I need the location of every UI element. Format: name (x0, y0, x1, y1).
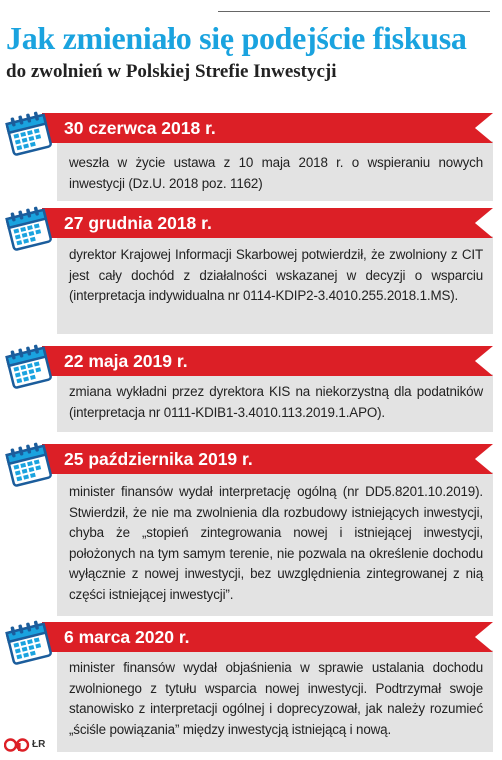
entry-date: 22 maja 2019 r. (64, 351, 188, 371)
entry-date: 6 marca 2020 r. (64, 627, 190, 647)
timeline-entry (0, 622, 502, 752)
entry-date: 30 czerwca 2018 r. (64, 118, 216, 138)
calendar-icon (2, 109, 56, 157)
entry-text: zmiana wykładni przez dyrektora KIS na niekorzystną dla podatników (interpretacja nr 0111-KDIB1-3.4010.113.2019.1.APO). (69, 384, 483, 420)
calendar-icon (2, 342, 56, 390)
entry-text: weszła w życie ustawa z 10 maja 2018 r. o wspieraniu nowych inwestycji (Dz.U. 2018 poz. 1162) (69, 155, 483, 191)
calendar-icon (2, 440, 56, 488)
page-subtitle: do zwolnień w Polskiej Strefie Inwestycji (6, 61, 337, 82)
top-rule (218, 11, 490, 12)
entry-text: minister finansów wydał interpretację ogólną (nr DD5.8201.10.2019). Stwierdził, że nie ma zwolnienia dla rozbudowy istniejących inwestycji, chyba że „stopień zintegrowania nowej i istniejącej inwestycji, położonych na tym samym terenie, nie pozwala na określenie dochodu wyłącznie z nowej inwestycji, bez uwzględnienia zintegrowanej z nią części istniejącej inwestycji”. (69, 484, 483, 602)
timeline-entry (0, 346, 502, 432)
author-initials: ŁR (32, 739, 46, 750)
timeline-entry (0, 208, 502, 334)
calendar-icon (2, 618, 56, 666)
calendar-icon (2, 204, 56, 252)
timeline-entry (0, 113, 502, 201)
timeline-entry (0, 444, 502, 616)
entry-text: dyrektor Krajowej Informacji Skarbowej potwierdził, że zwolniony z CIT jest cały dochód z działalności wskazanej w decyzji o wsparciu (interpretacja indywidualna nr 0114-KDIP2-3.4010.255.2018.1.MS). (69, 247, 483, 304)
page-title: Jak zmieniało się podejście fiskusa (6, 20, 467, 56)
entry-text: minister finansów wydał objaśnienia w sprawie ustalania dochodu zwolnionego z tytułu wsparcia nowej inwestycji. Podtrzymał swoje stanowisko z interpretacji ogólnej i doprecyzował, jak należy rozumieć „ściśle powiązania” między inwestycją istniejącą i nową. (69, 660, 483, 737)
entry-date: 27 grudnia 2018 r. (64, 213, 212, 233)
logo-icon (4, 738, 30, 752)
entry-date: 25 października 2019 r. (64, 449, 253, 469)
